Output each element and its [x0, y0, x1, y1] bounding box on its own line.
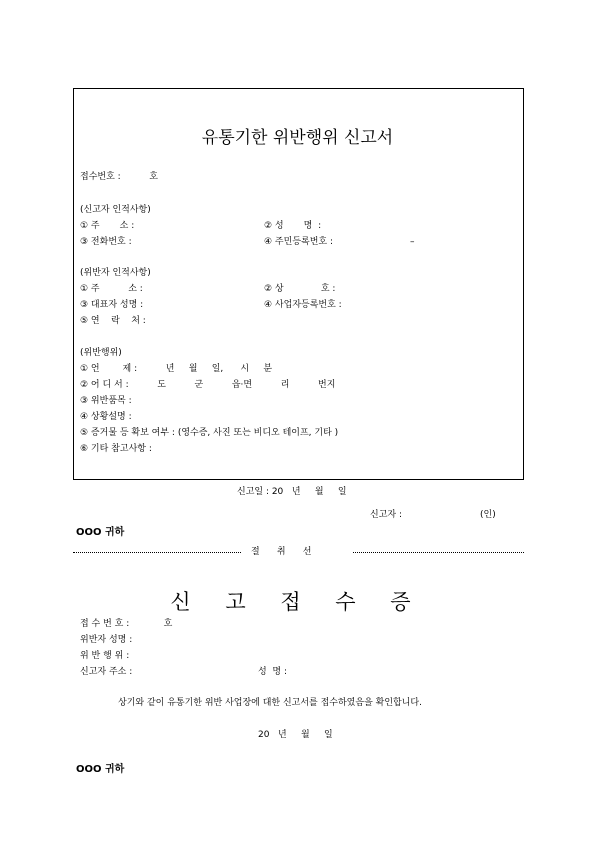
violator-biz-reg-field: ④ 사업자등록번호 :	[264, 300, 342, 310]
id-number-dash: –	[410, 237, 415, 247]
reporter-info-header: (신고자 인적사항)	[80, 205, 151, 215]
receipt-name-field: 성 명 :	[258, 667, 288, 677]
reporter-id-number-field: ④ 주민등록번호 :	[264, 237, 333, 247]
violation-item-field: ③ 위반품목 :	[80, 396, 132, 406]
reporter-signature-line: 신고자 :	[370, 510, 402, 520]
receipt-title: 신 고 접 수 증	[170, 590, 425, 614]
violator-address-field: ① 주 소 :	[80, 284, 143, 294]
other-notes-field: ⑥ 기타 참고사항 :	[80, 444, 152, 454]
violation-when-field: ① 언 제 : 년 월 일, 시 분	[80, 364, 273, 374]
violation-description-field: ④ 상황설명 :	[80, 412, 132, 422]
cut-line-label: 절 취 선	[251, 547, 312, 557]
seal-mark: (인)	[480, 510, 496, 520]
addressee-bottom: OOO 귀하	[76, 764, 125, 775]
violator-business-name-field: ② 상 호 :	[264, 284, 336, 294]
report-date-line: 신고일 : 20 년 월 일	[237, 487, 347, 497]
receipt-violator-name-field: 위반자 성명 :	[80, 635, 133, 645]
cut-line	[73, 547, 524, 558]
violator-rep-name-field: ③ 대표자 성명 :	[80, 300, 144, 310]
receipt-date-line: 20 년 월 일	[258, 730, 333, 740]
violator-info-header: (위반자 인적사항)	[80, 268, 151, 278]
receipt-number-line: 접수번호 : 호	[80, 172, 158, 182]
reporter-name-field: ② 성 명 :	[264, 221, 322, 231]
reporter-address-field: ① 주 소 :	[80, 221, 135, 231]
cut-line-left	[73, 552, 241, 553]
form-title: 유통기한 위반행위 신고서	[201, 128, 394, 148]
violation-where-field: ② 어 디 서 : 도 군 읍·면 리 번지	[80, 380, 336, 390]
violation-header: (위반행위)	[80, 348, 122, 358]
receipt-number-field: 접 수 번 호 : 호	[80, 619, 173, 629]
cut-line-right	[353, 552, 524, 553]
violator-contact-field: ⑤ 연 락 처 :	[80, 316, 146, 326]
receipt-violation-field: 위 반 행 위 :	[80, 651, 130, 661]
receipt-reporter-address-field: 신고자 주소 :	[80, 667, 133, 677]
reporter-phone-field: ③ 전화번호 :	[80, 237, 132, 247]
receipt-statement: 상기와 같이 유통기한 위반 사업장에 대한 신고서를 접수하였음을 확인합니다.	[118, 698, 422, 708]
addressee-top: OOO 귀하	[76, 527, 125, 538]
evidence-field: ⑤ 증거물 등 확보 여부 : (영수증, 사진 또는 비디오 테이프, 기타 )	[80, 428, 339, 438]
